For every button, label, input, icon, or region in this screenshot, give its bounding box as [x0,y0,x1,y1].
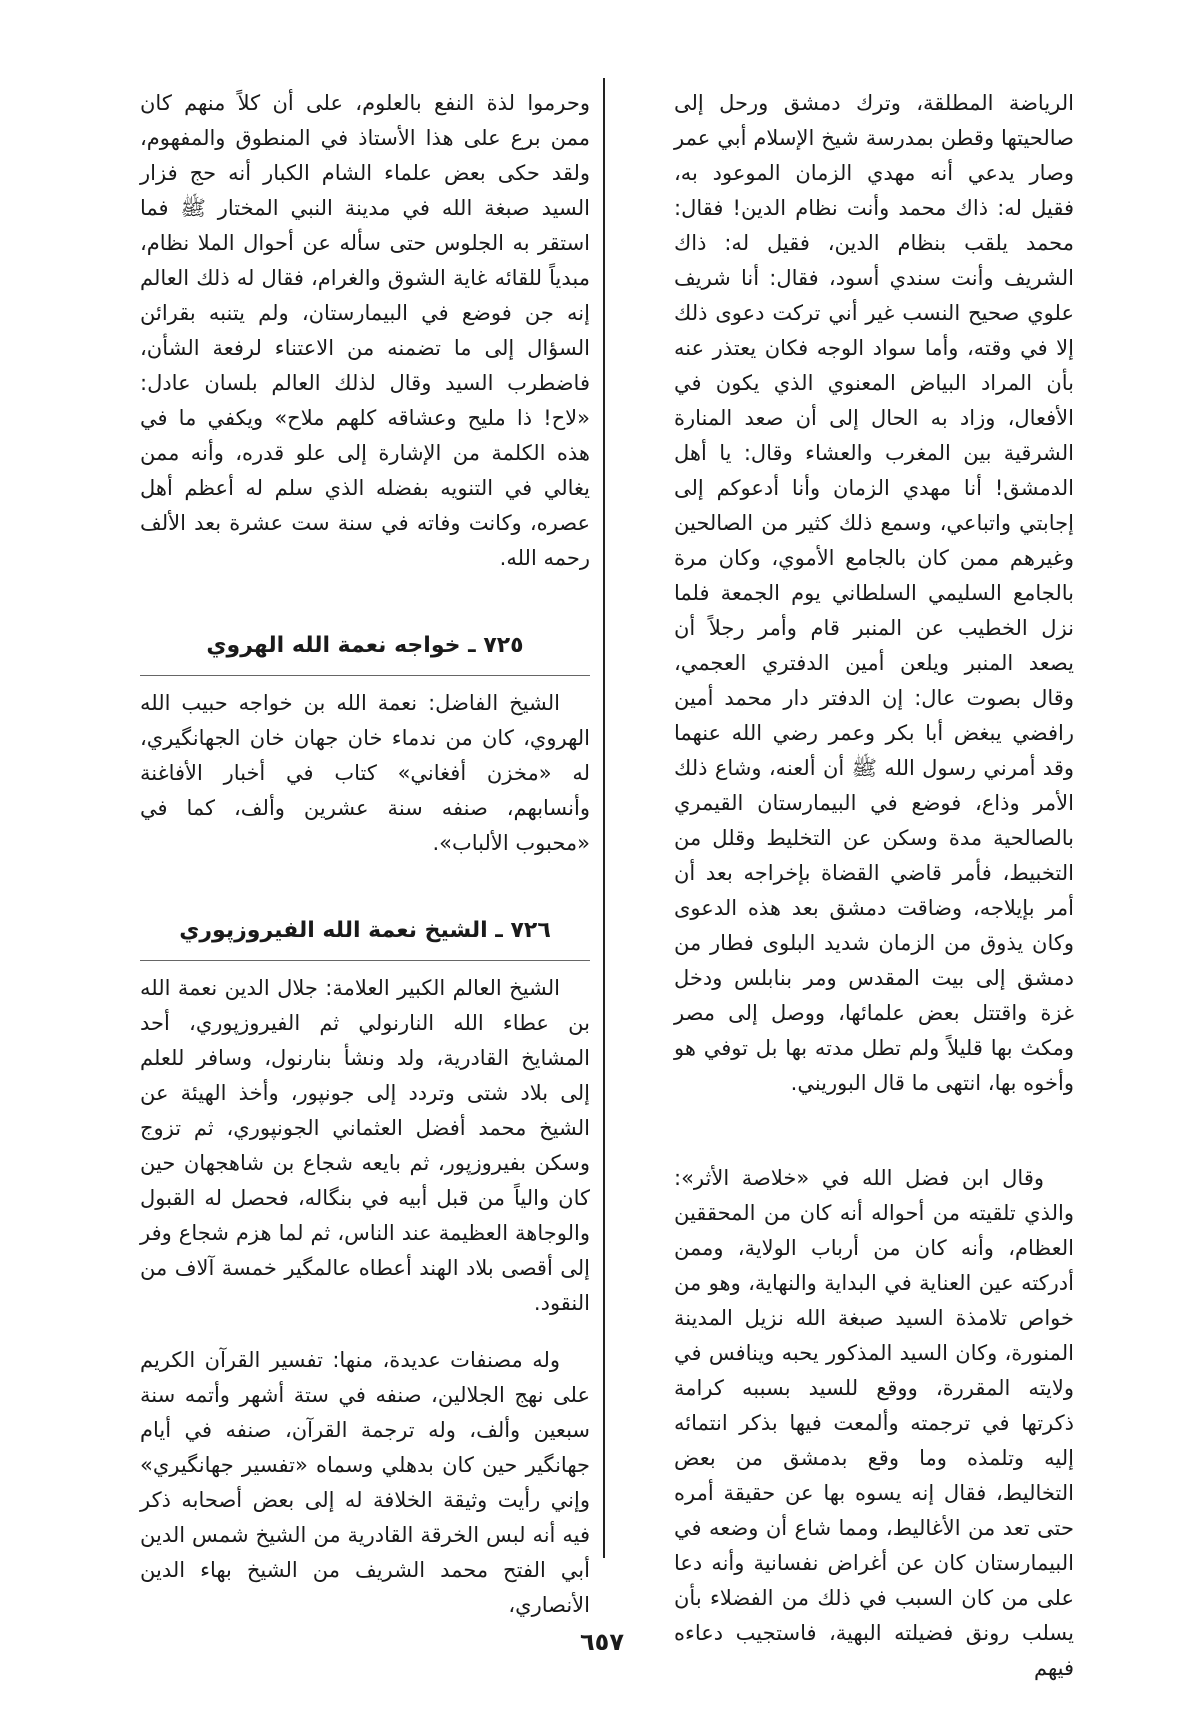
column-divider [603,78,605,1558]
paragraph: الشيخ الفاضل: نعمة الله بن خواجه حبيب الله الهروي، كان من ندماء خان جهان خان الجهانگيري، له «مخزن أفغاني» كتاب في أخبار الأفاغنة وأنسابهم، صنفه سنة عشرين وألف، كما في «محبوب الألباب». [140,691,590,855]
entry-heading: ٧٢٦ ـ الشيخ نعمة الله الفيروزپوري [179,918,551,943]
page-number: ٦٥٧ [580,1628,624,1656]
paragraph: وحرموا لذة النفع بالعلوم، على أن كلاً منهم كان ممن برع على هذا الأستاذ في المنطوق والمفهوم، ولقد حكى بعض علماء الشام الكبار أنه حج فزار السيد صبغة الله في مدينة النبي المختار ﷺ فما استقر به الجلوس حتى سأله عن أحوال الملا نظام، مبدياً للقائه غاية الشوق والغرام، فقال له ذلك العالم إنه جن فوضع في البيمارستان، ولم يتنبه بقرائن السؤال إلى ما تضمنه من الاعتناء لرفعة الشأن، فاضطرب السيد وقال لذلك العالم بلسان عادل: «لاح! ذا مليح وعشاقه كلهم ملاح» ويكفي ما في هذه الكلمة من الإشارة إلى علو قدره، وأنه ممن يغالي في التنويه بفضله الذي سلم له أعظم أهل عصره، وكانت وفاته في سنة ست عشرة بعد الألف رحمه الله. [140,91,590,570]
biography-entry [140,631,590,861]
paragraph: الشيخ العالم الكبير العلامة: جلال الدين نعمة الله بن عطاء الله النارنولي ثم الفيروزپوري، أحد المشايخ القادرية، ولد ونشأ بنارنول، وسافر للعلم إلى بلاد شتى وتردد إلى جونپور، وأخذ الهيئة عن الشيخ محمد أفضل العثماني الجونپوري، ثم تزوج وسكن بفيروزپور، ثم بايعه شجاع بن شاهجهان حين كان والياً من قبل أبيه في بنگاله، فحصل له القبول والوجاهة العظيمة عند الناس، ثم لما هزم شجاع وفر إلى أقصى بلاد الهند أعطاه عالمگير خمسة آلاف من النقود. [140,976,590,1315]
heading-rule [140,960,590,961]
biography-entry [140,916,590,1623]
paragraph: وقال ابن فضل الله في «خلاصة الأثر»: والذي تلقيته من أحواله أنه كان من المحققين العظام، وأنه كان من أرباب الولاية، وممن أدركته عين العناية في البداية والنهاية، وهو من خواص تلامذة السيد صبغة الله نزيل المدينة المنورة، وكان السيد المذكور يحبه وينافس في ولايته المقررة، ووقع للسيد بسببه كرامة ذكرتها في ترجمته وألمعت فيها بذكر انتمائه إليه وتلمذه وما وقع بدمشق من بعض التخاليط، فقال إنه يسوه بها عن حقيقة أمره حتى تعد من الأغاليط، ومما شاع أن وضعه في البيمارستان كان عن أغراض نفسانية وأنه دعا على من كان السبب في ذلك من الفضلاء بأن يسلب رونق فضيلته البهية، فاستجيب دعاءه فيهم [674,1166,1074,1680]
paragraph: الرياضة المطلقة، وترك دمشق ورحل إلى صالحيتها وقطن بمدرسة شيخ الإسلام أبي عمر وصار يدعي أنه مهدي الزمان الموعود به، فقيل له: ذاك محمد وأنت نظام الدين! فقال: محمد يلقب بنظام الدين، فقيل له: ذاك الشريف وأنت سندي أسود، فقال: أنا شريف علوي صحيح النسب غير أني تركت دعوى ذلك إلا في وقته، وأما سواد الوجه فكان يعتذر عنه بأن المراد البياض المعنوي الذي يكون في الأفعال، وزاد به الحال إلى أن صعد المنارة الشرقية بين المغرب والعشاء وقال: يا أهل الدمشق! أنا مهدي الزمان وأنا أدعوكم إلى إجابتي واتباعي، وسمع ذلك كثير من الصالحين وغيرهم ممن كان بالجامع الأموي، وكان مرة بالجامع السليمي السلطاني يوم الجمعة فلما نزل الخطيب عن المنبر قام وأمر رجلاً أن يصعد المنبر ويلعن أمين الدفتري العجمي، وقال بصوت عال: إن الدفتر دار محمد أمين رافضي يبغض أبا بكر وعمر رضي الله عنهما وقد أمرني رسول الله ﷺ أن ألعنه، وشاع ذلك الأمر وذاع، فوضع في البيمارستان القيمري بالصالحية مدة وسكن عن التخليط وقلل من التخبيط، فأمر قاضي القضاة بإخراجه بعد أن أمر بإيلاجه، وضاقت دمشق بعد هذه الدعوى وكان يذوق من الزمان شديد البلوى فطار من دمشق إلى بيت المقدس ومر بنابلس ودخل غزة واقتتل بعض علمائها، ووصل إلى مصر ومكث بها قليلاً ولم تطل مدته بها بل توفي هو وأخوه بها، انتهى ما قال البوريني. [674,91,1074,1095]
left-column [140,86,590,1623]
heading-rule [140,675,590,676]
right-column [674,86,1074,1686]
entry-heading: ٧٢٥ ـ خواجه نعمة الله الهروي [206,633,524,658]
paragraph: وله مصنفات عديدة، منها: تفسير القرآن الكريم على نهج الجلالين، صنفه في ستة أشهر وأتمه سنة سبعين وألف، وله ترجمة القرآن، صنفه في أيام جهانگير حين كان بدهلي وسماه «تفسير جهانگيري» وإني رأيت وثيقة الخلافة له إلى بعض أصحابه ذكر فيه أنه لبس الخرقة القادرية من الشيخ شمس الدين أبي الفتح محمد الشريف من الشيخ بهاء الدين الأنصاري، [140,1348,590,1617]
